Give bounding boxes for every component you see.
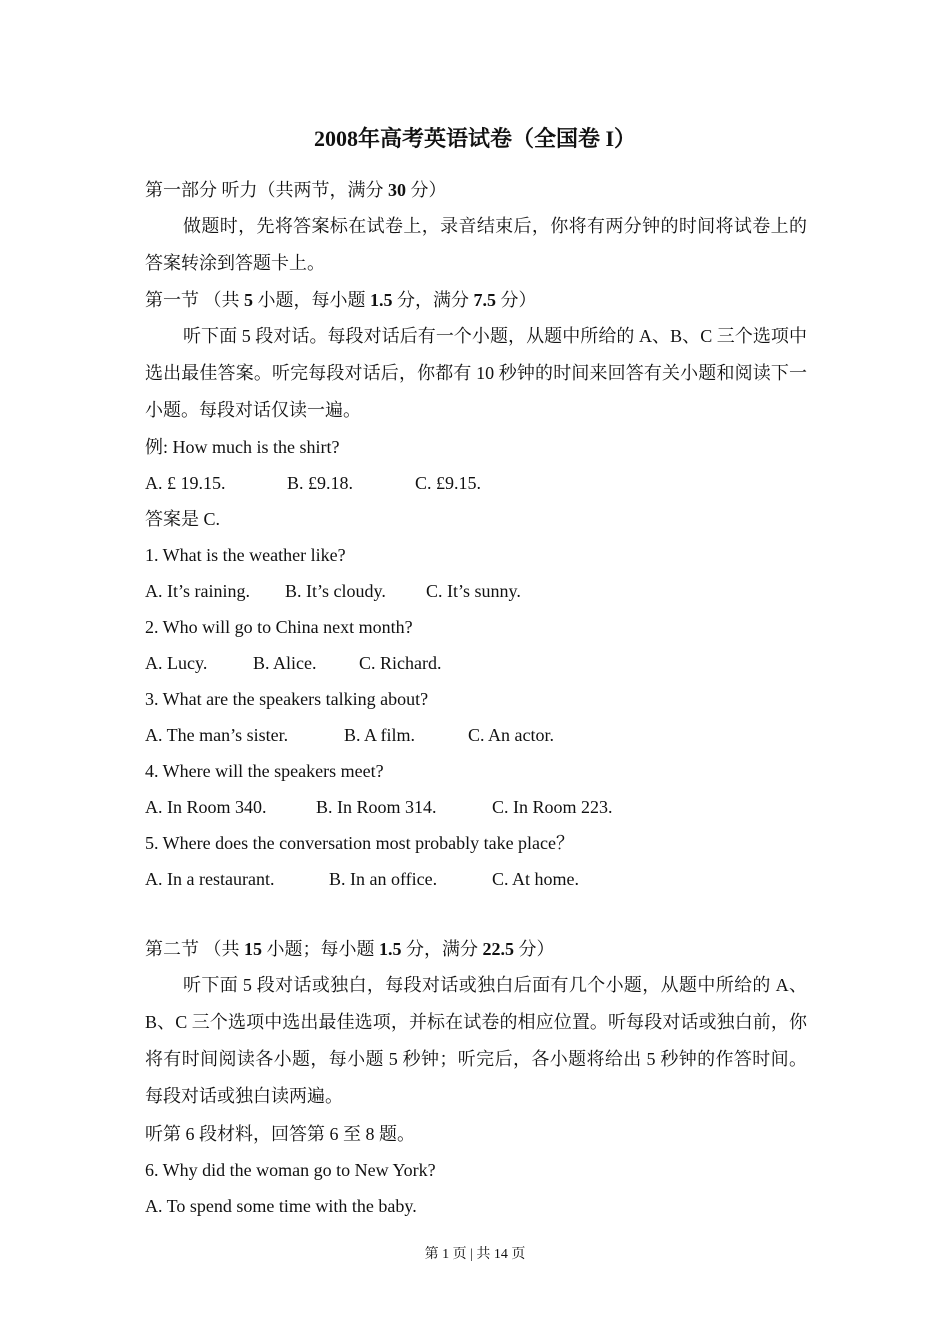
option-b: B. A film. — [344, 725, 416, 745]
option-c: C. An actor. — [468, 725, 554, 745]
option-b: B. It’s cloudy. — [285, 581, 386, 601]
question-3: 3. What are the speakers talking about? — [145, 689, 429, 709]
page-title: 2008年高考英语试卷（全国卷 I） — [313, 126, 637, 151]
option-c: C. At home. — [492, 869, 580, 889]
question-5-options — [145, 867, 579, 891]
option-b: B. In Room 314. — [316, 797, 437, 817]
example-answer: 答案是 C. — [145, 509, 221, 529]
question-2-options — [145, 651, 442, 675]
page-footer: 第 1 页 | 共 14 页 — [424, 1247, 526, 1262]
part1-instructions: 做题时，先将答案标在试卷上，录音结束后，你将有两分钟的时间将试卷上的答案转涂到答题卡上。 — [145, 216, 807, 273]
question-6-option-a: A. To spend some time with the baby. — [145, 1196, 417, 1216]
question-4-options — [145, 795, 613, 819]
material-6-note: 听第 6 段材料，回答第 6 至 8 题。 — [145, 1124, 415, 1144]
option-b: B. Alice. — [253, 653, 317, 673]
option-c: C. In Room 223. — [492, 797, 613, 817]
option-a: A. It’s raining. — [145, 581, 250, 601]
option-c: C. It’s sunny. — [426, 581, 521, 601]
option-a: A. £ 19.15. — [145, 473, 226, 493]
option-a: A. The man’s sister. — [145, 725, 289, 745]
example-question: 例: How much is the shirt? — [145, 437, 340, 457]
question-4: 4. Where will the speakers meet? — [145, 761, 384, 781]
section1-instructions: 听下面 5 段对话。每段对话后有一个小题，从题中所给的 A、B、C 三个选项中选出最佳答案。听完每段对话后，你都有 10 秒钟的时间来回答有关小题和阅读下一小题。每段对话仅读一遍。 — [145, 326, 807, 420]
option-a: A. Lucy. — [145, 653, 208, 673]
example-options — [145, 471, 481, 495]
part1-heading: 第一部分 听力（共两节，满分 30 分） — [145, 180, 447, 200]
section1-heading: 第一节 （共 5 小题，每小题 1.5 分，满分 7.5 分） — [145, 290, 537, 310]
question-1: 1. What is the weather like? — [145, 545, 346, 565]
option-c: C. Richard. — [359, 653, 442, 673]
question-2: 2. Who will go to China next month? — [145, 617, 413, 637]
question-1-options — [145, 579, 521, 603]
section2-instructions: 听下面 5 段对话或独白，每段对话或独白后面有几个小题，从题中所给的 A、B、C 三个选项中选出最佳选项，并标在试卷的相应位置。听每段对话或独白前，你将有时间阅读各小题，每小题 5 秒钟；听完后，各小题将给出 5 秒钟的作答时间。每段对话或独白读两遍。 — [145, 975, 807, 1106]
option-b: B. £9.18. — [287, 473, 354, 493]
option-c: C. £9.15. — [415, 473, 482, 493]
question-6: 6. Why did the woman go to New York? — [145, 1160, 436, 1180]
option-b: B. In an office. — [329, 869, 438, 889]
option-a: A. In a restaurant. — [145, 869, 275, 889]
option-a: A. In Room 340. — [145, 797, 267, 817]
section2-heading: 第二节 （共 15 小题；每小题 1.5 分，满分 22.5 分） — [145, 939, 555, 959]
question-3-options — [145, 723, 554, 747]
question-5: 5. Where does the conversation most probably take place？ — [145, 833, 575, 853]
